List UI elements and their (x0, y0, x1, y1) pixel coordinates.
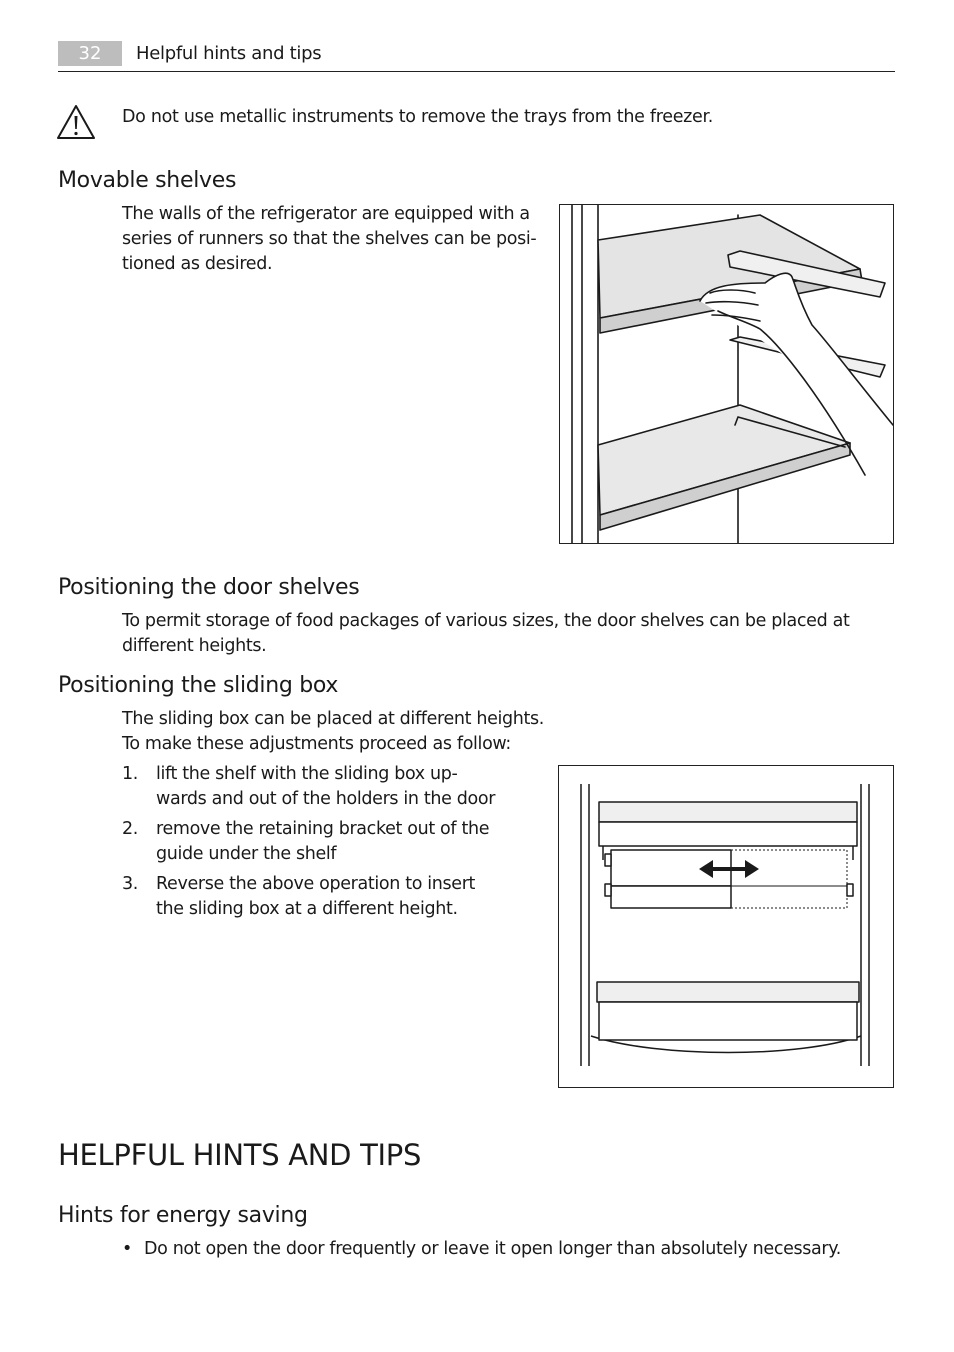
step-text-line-2: the sliding box at a different height. (156, 899, 458, 919)
door-with-sliding-box-drawing (559, 766, 893, 1087)
heading-movable-shelves: Movable shelves (58, 168, 237, 193)
sliding-box-line-2: To make these adjustments proceed as follow: (122, 734, 511, 754)
movable-shelves-line-3: tioned as desired. (122, 254, 273, 274)
heading-door-shelves: Positioning the door shelves (58, 575, 360, 600)
step-text-line-2: wards and out of the holders in the door (156, 789, 496, 809)
list-item (122, 1237, 841, 1262)
step-text-line-1: Reverse the above operation to insert (156, 874, 476, 894)
sliding-box-steps (122, 762, 522, 927)
movable-shelves-illustration (559, 204, 894, 544)
door-shelves-line-2: different heights. (122, 636, 267, 656)
sliding-box-illustration (558, 765, 894, 1088)
step-number: 2. (122, 819, 138, 839)
step-number: 3. (122, 874, 138, 894)
list-item (122, 817, 522, 867)
movable-shelves-line-1: The walls of the refrigerator are equipped with a (122, 204, 530, 224)
door-shelves-line-1: To permit storage of food packages of various sizes, the door shelves can be placed at (122, 611, 850, 631)
step-text-line-1: remove the retaining bracket out of the (156, 819, 490, 839)
page-header (58, 41, 895, 72)
page-number: 32 (58, 41, 122, 66)
heading-energy-saving: Hints for energy saving (58, 1203, 308, 1228)
list-item (122, 872, 522, 922)
running-title: Helpful hints and tips (136, 43, 322, 64)
bullet-text: Do not open the door frequently or leave it open longer than absolutely necessary. (144, 1239, 841, 1259)
step-number: 1. (122, 764, 138, 784)
shelf-with-hand-drawing (560, 205, 893, 543)
bullet-icon: • (122, 1239, 132, 1259)
heading-sliding-box: Positioning the sliding box (58, 673, 339, 698)
step-text-line-2: guide under the shelf (156, 844, 337, 864)
sliding-box-line-1: The sliding box can be placed at different heights. (122, 709, 544, 729)
section-title: HELPFUL HINTS AND TIPS (58, 1138, 422, 1172)
movable-shelves-line-2: series of runners so that the shelves can be posi- (122, 229, 537, 249)
step-text-line-1: lift the shelf with the sliding box up- (156, 764, 458, 784)
warning-text: Do not use metallic instruments to remove the trays from the freezer. (122, 107, 714, 127)
list-item (122, 762, 522, 812)
warning-icon (56, 104, 96, 140)
